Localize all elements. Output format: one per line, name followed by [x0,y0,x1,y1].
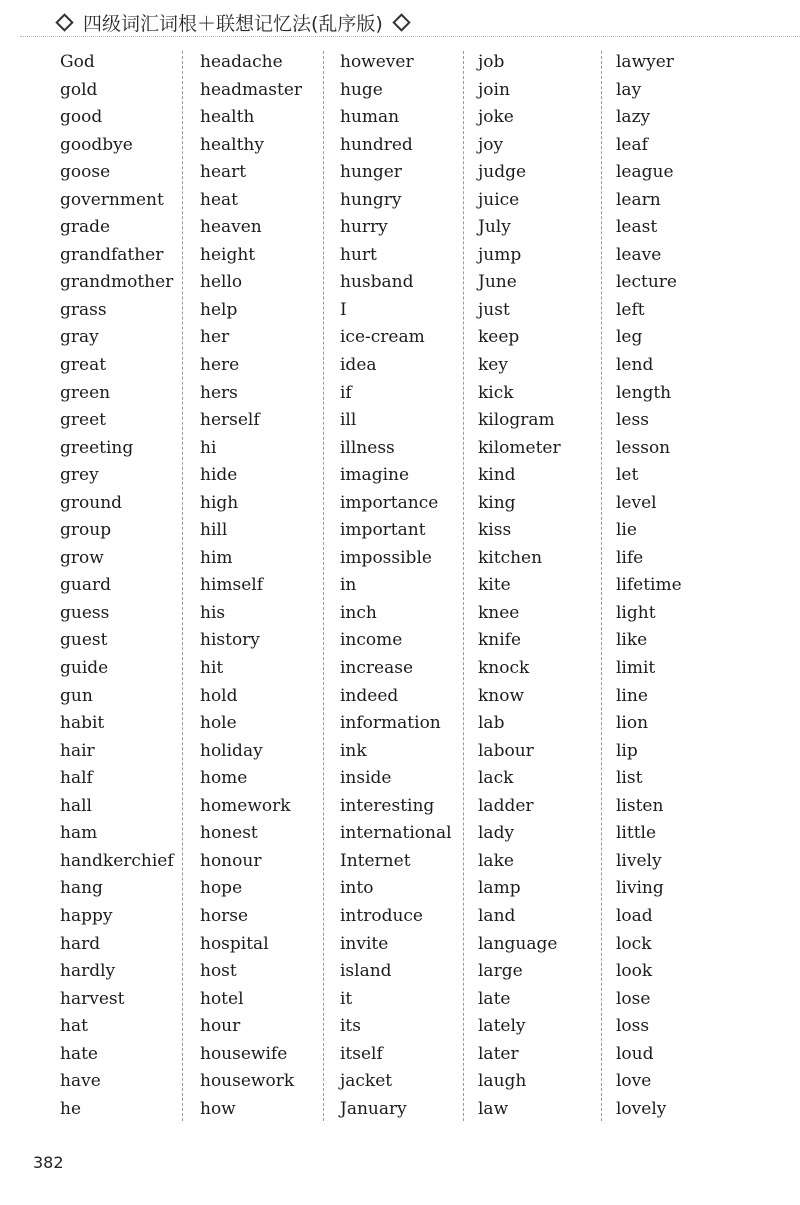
vocabulary-word: just [478,299,510,320]
vocabulary-word: honour [200,850,262,871]
vocabulary-word: kind [478,465,516,486]
vocabulary-word: lose [616,988,651,1009]
vocabulary-word: impossible [340,547,432,568]
vocabulary-word: ink [340,740,367,761]
vocabulary-word: living [616,878,664,899]
vocabulary-word: grandmother [60,272,174,293]
vocabulary-word: inside [340,768,392,789]
vocabulary-word: late [478,988,511,1009]
vocabulary-word: however [340,52,414,72]
vocabulary-word: grey [60,465,99,486]
vocabulary-word: language [478,933,558,954]
vocabulary-word: information [340,713,441,734]
vocabulary-word: herself [200,410,260,431]
vocabulary-word: gray [60,327,99,348]
vocabulary-word: grow [60,547,104,568]
vocabulary-word: greeting [60,437,134,458]
vocabulary-word: jump [478,244,522,265]
vocabulary-word: load [616,905,653,926]
vocabulary-word: keep [478,327,520,348]
vocabulary-word: here [200,355,240,376]
vocabulary-word: lesson [616,437,671,458]
vocabulary-word: listen [616,795,664,816]
vocabulary-word: kitchen [478,547,543,568]
vocabulary-word: leave [616,244,662,265]
vocabulary-word: lamp [478,878,521,899]
vocabulary-word: look [616,961,653,982]
vocabulary-word: least [616,217,658,238]
running-header [50,8,420,36]
vocabulary-word: grass [60,299,107,320]
vocabulary-word: hardly [60,961,116,982]
vocabulary-word: healthy [200,134,264,155]
vocabulary-word: grade [60,217,111,238]
vocabulary-word: holiday [200,740,263,761]
vocabulary-word: length [616,382,672,403]
vocabulary-word: lecture [616,272,677,293]
vocabulary-word: habit [60,713,105,734]
vocabulary-word: kilometer [478,437,561,458]
vocabulary-word: life [616,547,644,568]
vocabulary-word: ground [60,492,123,513]
vocabulary-word: lay [616,79,642,100]
vocabulary-word: hill [200,520,228,541]
vocabulary-word: hunger [340,162,402,183]
vocabulary-word: leg [616,327,643,348]
vocabulary-word: leaf [616,134,648,155]
vocabulary-word: hit [200,658,224,679]
vocabulary-word: international [340,823,452,844]
vocabulary-word: hope [200,878,243,899]
vocabulary-word: hall [60,795,92,816]
vocabulary-word: labour [478,740,534,761]
header-title: 四级词汇词根＋联想记忆法(乱序版) [83,12,383,35]
vocabulary-word: later [478,1043,519,1064]
vocabulary-word: limit [616,658,656,679]
vocabulary-word: inch [340,602,377,623]
vocabulary-word: her [200,327,230,348]
vocabulary-word: join [478,79,510,100]
vocabulary-word: hat [60,1016,88,1037]
vocabulary-word: health [200,107,255,128]
vocabulary-word: into [340,878,374,899]
vocabulary-word: lately [478,1016,526,1037]
vocabulary-word: love [616,1071,652,1092]
vocabulary-word: jacket [340,1071,393,1092]
vocabulary-word: lip [616,740,638,761]
vocabulary-word: ladder [478,795,534,816]
diamond-ornament-icon [55,13,73,31]
vocabulary-word: joy [478,134,504,155]
vocabulary-word: Internet [340,850,411,871]
vocabulary-word: league [616,162,674,183]
vocabulary-word: have [60,1071,101,1092]
vocabulary-word: hour [200,1016,241,1037]
vocabulary-word: loud [616,1043,654,1064]
vocabulary-word: human [340,107,400,128]
vocabulary-word: lack [478,768,514,789]
vocabulary-word: kick [478,382,514,403]
vocabulary-word: ill [340,410,357,431]
vocabulary-word: less [616,410,649,431]
vocabulary-word: handkerchief [60,850,174,871]
vocabulary-word: horse [200,905,249,926]
vocabulary-word: lady [478,823,515,844]
vocabulary-word: hospital [200,933,269,954]
vocabulary-word: hole [200,713,237,734]
vocabulary-word: lab [478,713,505,734]
vocabulary-word: group [60,520,112,541]
vocabulary-word: kiss [478,520,512,541]
vocabulary-word: his [200,602,226,623]
vocabulary-word: king [478,492,516,513]
vocabulary-word: increase [340,658,414,679]
vocabulary-word: help [200,299,238,320]
vocabulary-word: left [616,299,645,320]
vocabulary-word: hundred [340,134,413,155]
vocabulary-word: June [478,272,517,293]
vocabulary-word: its [340,1016,361,1037]
vocabulary-word: heaven [200,217,262,238]
vocabulary-word: hi [200,437,217,458]
vocabulary-word: guide [60,658,109,679]
vocabulary-word: hurt [340,244,377,265]
word-column-3 [340,49,475,1123]
vocabulary-word: lively [616,850,662,871]
vocabulary-word: lazy [616,107,651,128]
vocabulary-word: happy [60,905,113,926]
vocabulary-word: heat [200,189,238,210]
vocabulary-word: imagine [340,465,410,486]
vocabulary-word: hotel [200,988,244,1009]
vocabulary-word: he [60,1098,82,1119]
vocabulary-word: hello [200,272,243,293]
vocabulary-word: husband [340,272,414,293]
vocabulary-word: huge [340,79,383,100]
vocabulary-word: lend [616,355,654,376]
vocabulary-word: great [60,355,107,376]
vocabulary-word: hungry [340,189,402,210]
vocabulary-word: government [60,189,164,210]
vocabulary-word: large [478,961,523,982]
vocabulary-word: how [200,1098,236,1119]
vocabulary-word: guest [60,630,108,651]
vocabulary-word: judge [478,162,527,183]
vocabulary-word: light [616,602,656,623]
word-column-1 [60,49,195,1123]
vocabulary-word: headache [200,52,283,72]
vocabulary-word: lovely [616,1098,667,1119]
vocabulary-word: joke [478,107,514,128]
vocabulary-word: kite [478,575,511,596]
vocabulary-word: hide [200,465,238,486]
vocabulary-word: it [340,988,353,1009]
vocabulary-word: let [616,465,639,486]
vocabulary-word: key [478,355,508,376]
vocabulary-word: land [478,905,516,926]
vocabulary-word: knife [478,630,522,651]
vocabulary-word: lion [616,713,649,734]
vocabulary-word: list [616,768,643,789]
vocabulary-word: learn [616,189,661,210]
vocabulary-word: January [340,1098,407,1119]
vocabulary-word: illness [340,437,395,458]
vocabulary-word: hold [200,685,238,706]
vocabulary-word: goodbye [60,134,133,155]
word-column-4 [478,49,613,1123]
vocabulary-word: hate [60,1043,98,1064]
vocabulary-word: knock [478,658,530,679]
vocabulary-word: indeed [340,685,399,706]
vocabulary-word: lawyer [616,52,674,72]
vocabulary-word: heart [200,162,247,183]
vocabulary-word: hers [200,382,238,403]
vocabulary-word: laugh [478,1071,527,1092]
vocabulary-word: hard [60,933,101,954]
vocabulary-word: line [616,685,648,706]
vocabulary-word: grandfather [60,244,164,265]
vocabulary-word: himself [200,575,264,596]
vocabulary-word: ham [60,823,98,844]
vocabulary-word: good [60,107,103,128]
vocabulary-word: gun [60,685,93,706]
vocabulary-word: green [60,382,111,403]
vocabulary-word: lifetime [616,575,682,596]
vocabulary-word: loss [616,1016,650,1037]
vocabulary-word: him [200,547,233,568]
vocabulary-word: knee [478,602,520,623]
vocabulary-word: interesting [340,795,435,816]
vocabulary-word: hair [60,740,95,761]
word-column-5 [616,49,751,1123]
vocabulary-word: honest [200,823,258,844]
vocabulary-word: goose [60,162,111,183]
page-number: 382 [33,1153,64,1172]
vocabulary-word: law [478,1098,509,1119]
vocabulary-word: introduce [340,905,423,926]
vocabulary-word: income [340,630,403,651]
vocabulary-word: history [200,630,260,651]
word-column-2 [200,49,335,1123]
vocabulary-word: homework [200,795,291,816]
vocabulary-word: host [200,961,237,982]
vocabulary-word: ice-cream [340,327,425,348]
vocabulary-word: like [616,630,648,651]
vocabulary-word: job [478,52,505,72]
vocabulary-word: greet [60,410,106,431]
vocabulary-word: importance [340,492,439,513]
vocabulary-word: guess [60,602,110,623]
vocabulary-word: in [340,575,357,596]
diamond-ornament-icon [392,13,410,31]
vocabulary-word: high [200,492,239,513]
vocabulary-word: lock [616,933,652,954]
vocabulary-word: lie [616,520,637,541]
vocabulary-word: gold [60,79,98,100]
vocabulary-word: guard [60,575,111,596]
vocabulary-word: housework [200,1071,295,1092]
vocabulary-word: housewife [200,1043,288,1064]
vocabulary-word: little [616,823,657,844]
vocabulary-word: idea [340,355,377,376]
vocabulary-word: important [340,520,426,541]
vocabulary-word: invite [340,933,389,954]
vocabulary-word: height [200,244,256,265]
vocabulary-word: harvest [60,988,125,1009]
vocabulary-word: juice [478,189,520,210]
vocabulary-word: lake [478,850,514,871]
vocabulary-word: home [200,768,248,789]
vocabulary-word: if [340,382,352,403]
header-divider [20,36,800,37]
vocabulary-word: God [60,52,95,72]
vocabulary-word: hurry [340,217,388,238]
vocabulary-word: hang [60,878,103,899]
vocabulary-word: July [478,217,511,238]
vocabulary-word: itself [340,1043,383,1064]
vocabulary-word: level [616,492,657,513]
vocabulary-word: island [340,961,392,982]
vocabulary-word: know [478,685,525,706]
vocabulary-word: headmaster [200,79,303,100]
vocabulary-word: I [340,299,347,320]
vocabulary-word: half [60,768,93,789]
vocabulary-word: kilogram [478,410,555,431]
